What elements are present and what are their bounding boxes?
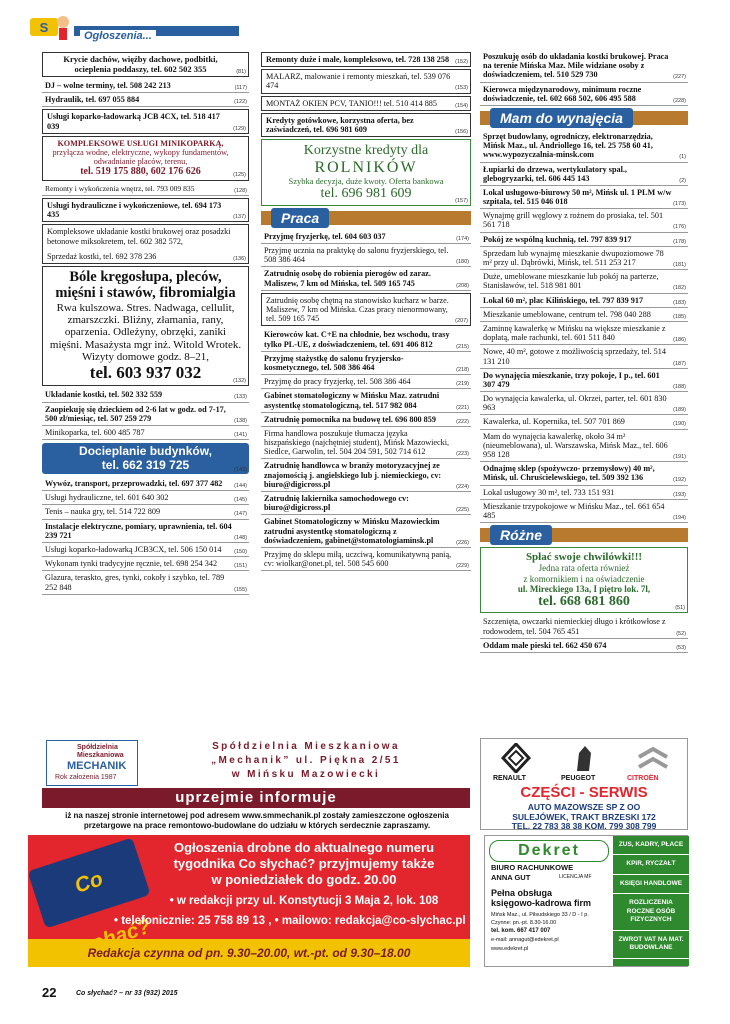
ad-item — [480, 130, 688, 163]
ad-number: (182) — [673, 285, 686, 292]
ad-item — [42, 52, 249, 77]
ad-text: Przyjmę ucznia na praktykę do salonu fryzjerskiego, tel. 508 386 464 — [264, 246, 449, 265]
ad-number: (122) — [234, 99, 247, 106]
ad-text: Sprzedaż kostki, tel. 692 378 236 — [47, 251, 157, 261]
mechanik-ad — [42, 738, 470, 830]
ad-item — [261, 389, 471, 412]
ad-item — [42, 443, 249, 474]
ad-number: (81) — [236, 68, 246, 75]
ad-number: (143) — [234, 466, 247, 473]
mechanik-logo: Spółdzielnia Mieszkaniowa MECHANIK Rok założenia 1987 — [46, 740, 138, 786]
ad-text: Hydraulik, tel. 697 055 884 — [45, 95, 140, 105]
ad-item — [261, 459, 471, 492]
ad-line: ul. Mireckiego 13a, I piętro lok. 7l, — [517, 583, 651, 594]
ad-text: Kawalerka, ul. Kopernika, tel. 507 701 869 — [483, 417, 625, 427]
ad-item — [42, 198, 249, 222]
ad-item — [42, 491, 249, 505]
ad-number: (176) — [673, 224, 686, 231]
ad-number: (51) — [675, 605, 685, 612]
ad-number: (186) — [673, 337, 686, 344]
ad-item — [42, 183, 249, 197]
ad-text: Gabinet stomatologiczny w Mińsku Maz. zatrudni asystentkę stomatologiczną, tel. 517 982 084 — [264, 391, 440, 410]
ad-number: (173) — [673, 201, 686, 208]
ad-text: Przyjmę stażystkę do salonu fryzjersko-kosmetycznego, tel. 508 386 464 — [264, 353, 404, 372]
ad-number: (152) — [455, 59, 468, 66]
ad-number: (155) — [234, 586, 247, 593]
ad-number: (191) — [673, 454, 686, 461]
ad-number: (190) — [673, 421, 686, 428]
ad-number: (148) — [234, 534, 247, 541]
ad-text: Lokal 60 m², plac Kilińskiego, tel. 797 839 917 — [483, 295, 644, 305]
ad-item — [480, 415, 688, 429]
ad-text: Łupiarki do drzewa, wertykulatory spal., glebogryzarki, tel. 606 445 143 — [483, 164, 627, 183]
mechanik-line3: w Mińsku Mazowiecki — [231, 769, 381, 780]
ad-item — [480, 369, 688, 392]
ad-number: (183) — [673, 299, 686, 306]
ad-text: Układanie kostki, tel. 502 332 559 — [45, 390, 163, 400]
section-label: Praca — [271, 208, 329, 228]
cars-title: CZĘŚCI - SERWIS — [520, 784, 648, 801]
ad-item — [42, 109, 249, 133]
ad-line: tel. 519 175 880, 602 176 626 — [80, 166, 201, 178]
ad-line: Docieplanie budynków, — [79, 444, 212, 459]
ad-text: Zaopiekuję się dzieckiem od 2-6 lat w godz. od 7-17, 500 zł/miesiąc, tel. 507 259 279 — [45, 404, 226, 423]
ad-text: Kierowców kat. C+E na chłodnie, bez wschodu, trasy tylko PL-UE, z doświadczeniem, tel. 691 406 812 — [264, 330, 450, 349]
section-header-praca — [261, 208, 471, 228]
ad-line: tel. 662 319 725 — [101, 457, 190, 472]
ad-number: (224) — [456, 483, 469, 490]
ad-item — [261, 293, 471, 327]
ad-number: (150) — [234, 549, 247, 556]
ad-text: Do wynajęcia kawalerka, ul. Okrzei, parter, tel. 601 830 963 — [483, 394, 667, 413]
dekret-logo: Dekret — [489, 840, 609, 862]
ad-number: (181) — [673, 262, 686, 269]
ad-item — [261, 113, 471, 137]
ad-text: Oddam małe pieski tel. 662 450 674 — [483, 640, 607, 650]
ad-text: Zatrudnię pomocnika na budowę tel. 696 800 859 — [264, 414, 436, 424]
ad-text: Usługi hydrauliczne, tel. 601 640 302 — [45, 493, 169, 503]
ad-item — [480, 83, 688, 106]
ad-item — [480, 486, 688, 500]
citroen-icon — [633, 743, 673, 773]
ad-item — [261, 230, 471, 244]
ad-item — [480, 233, 688, 247]
ad-number: (192) — [673, 477, 686, 484]
mechanik-body: iż na naszej stronie internetowej pod adresem www.smmechanik.pl zostały zamieszczone ogłoszenia przetargowe na prace remontowo-budowlane do udziału w których serdecznie zapraszamy. — [65, 811, 449, 830]
ad-text: Sprzęt budowlany, ogrodniczy, elektronarzędzia, Mińsk Maz., ul. Andriollego 16, tel. 25 758 60 41, www.wypozyczalnia-minsk.com — [483, 131, 653, 160]
ad-item — [261, 548, 471, 571]
ad-text: Mieszkanie trzypokojowe w Mińsku Maz., tel. 661 654 485 — [483, 501, 665, 520]
ad-number: (223) — [456, 451, 469, 458]
ad-item — [261, 413, 471, 427]
ad-number: (138) — [234, 417, 247, 424]
ad-text: Pokój ze wspólną kuchnią, tel. 797 839 917 — [483, 234, 632, 244]
ad-number: (187) — [673, 360, 686, 367]
ad-body: Rwa kulszowa. Stres. Nadwaga, cellulit, zmarszczki. Bliźny, złamania, rany, oparzenia. Odleżyny, obrzęki, zaniki mięśni. Masażysta mgr inż. Witold Wrotek. Wizyty domowe godz. 8–21, — [49, 301, 242, 364]
ad-number: (154) — [455, 102, 468, 109]
ad-item — [42, 403, 249, 426]
ad-text: MONTAŻ OKIEN PCV, TANIO!!! tel. 510 414 885 — [266, 98, 437, 108]
ad-item — [480, 50, 688, 83]
ad-item — [480, 345, 688, 368]
ad-line: przyłącza wodne, elektryczne, wykopy fundamentów, odwadnianie placów, terenu, — [52, 147, 229, 167]
dekret-tag: ZWROT VAT NA MAT. BUDOWLANE — [613, 931, 689, 959]
mechanik-line1: Spółdzielnia Mieszkaniowa — [212, 741, 400, 752]
ad-item — [480, 209, 688, 232]
ad-line: Korzystne kredyty dla — [303, 143, 429, 159]
section-label: Mam do wynajęcia — [490, 108, 633, 128]
ad-text: Zaminnę kawalerkę w Mińsku na większe mieszkanie z dopłatą, małe rachunki, tel. 601 511 840 — [483, 323, 666, 343]
ad-item — [261, 52, 471, 67]
ad-item — [42, 557, 249, 571]
ad-text: Wynajmę grill węglowy z rożnem do prosiaka, tel. 501 561 718 — [483, 211, 664, 230]
ad-number: (157) — [455, 197, 468, 204]
ad-item — [480, 308, 688, 322]
ad-number: (133) — [234, 394, 247, 401]
ad-number: (174) — [456, 235, 469, 242]
ad-number: (52) — [676, 630, 686, 637]
ad-line: Spłać swoje chwilówki!!! — [525, 551, 643, 564]
ad-item — [42, 571, 249, 594]
ad-item — [42, 224, 249, 247]
ad-text: Usługi hydrauliczne i wykończeniowe, tel. 694 173 435 — [47, 201, 222, 220]
ad-text: Usługi koparko-ładowarką JCB3CX, tel. 506 150 014 — [45, 545, 222, 554]
peugeot-icon — [569, 743, 599, 773]
ad-text: Minikoparka, tel. 600 485 787 — [45, 428, 145, 437]
ad-number: (222) — [456, 418, 469, 425]
ad-number: (194) — [673, 514, 686, 521]
ad-number: (228) — [673, 97, 686, 104]
ad-number: (153) — [455, 85, 468, 92]
ad-text: Lokal usługowy 30 m², tel. 733 151 931 — [483, 487, 615, 497]
ad-item — [261, 244, 471, 267]
ad-item — [42, 426, 249, 440]
ad-number: (53) — [676, 644, 686, 651]
ad-item — [480, 430, 688, 463]
ad-number: (156) — [455, 128, 468, 135]
ad-item — [480, 639, 688, 653]
ad-item — [480, 322, 688, 345]
ad-item — [42, 266, 249, 386]
section-label: Różne — [490, 525, 552, 545]
mechanik-line2: „Mechanik” ul. Piękna 2/51 — [211, 755, 401, 766]
ad-item — [261, 69, 471, 93]
ad-phone: tel. 603 937 032 — [89, 363, 202, 383]
ad-item — [480, 547, 688, 613]
ad-text: Mam do wynajęcia kawalerkę, około 34 m² (nieumeblowana), ul. Warszawska, Mińsk Maz., tel. 606 958 128 — [483, 431, 668, 459]
ad-text: Instalacje elektryczne, pomiary, uprawnienia, tel. 604 239 721 — [45, 521, 232, 540]
ad-item — [42, 248, 249, 264]
ad-text: Nowe, 40 m², gotowe z możliwością sprzedaży, tel. 514 131 210 — [483, 347, 666, 366]
ad-text: Poszukuję osób do układania kostki brukowej. Praca na terenie Mińska Maz. Mile widziane osoby z doświadczeniem, tel. 510 529 730 — [483, 52, 669, 80]
ad-item — [480, 270, 688, 293]
column-rent — [480, 50, 688, 653]
ad-text: Zatrudnię osobę do robienia pierogów od zaraz. Maliszew, 7 km od Mińska, tel. 509 165 745 — [264, 269, 431, 288]
column-services — [42, 50, 249, 595]
ad-line: z komornikiem i na oświadczenie — [523, 573, 645, 584]
ad-heading: Bóle kręgosłupa, pleców, mięśni i stawów, fibromialgia — [55, 268, 236, 301]
ad-text: Remonty duże i małe, kompleksowo, tel. 728 138 258 — [266, 55, 450, 64]
ad-item — [42, 520, 249, 543]
ad-text: Zatrudnię lakiernika samochodowego cv: biuro@digicross.pl — [264, 494, 409, 513]
ad-number: (129) — [233, 125, 246, 132]
slychac-logo: Co — [27, 837, 150, 928]
ad-number: (185) — [673, 313, 686, 320]
ad-text: Usługi koparko-ładowarką JCB 4CX, tel. 518 417 039 — [47, 112, 220, 131]
ad-item — [480, 615, 688, 638]
ad-line: Jedna rata oferta również — [538, 563, 630, 574]
ad-number: (141) — [234, 432, 247, 439]
header — [28, 12, 238, 44]
ad-number: (1) — [679, 154, 686, 161]
ad-text: Odnajmę sklep (spożywczo- przemysłowy) 40 m², Mińsk, ul. Chruścielewskiego, tel. 509 392 136 — [483, 464, 655, 483]
ad-number: (208) — [456, 282, 469, 289]
ad-item — [261, 427, 471, 460]
ad-number: (178) — [673, 238, 686, 245]
ad-item — [480, 392, 688, 415]
ad-text: Firma handlowa poszukuje tłumacza języka hiszpańskiego (najchętniej student), Mińsk Mazowiecki, Siedlce, Garwolin, tel. 504 204 591, 502 714 612 — [264, 428, 450, 457]
ad-text: Kompleksowe układanie kostki brukowej oraz posadzki betonowe miksokretem, tel. 602 382 572, — [47, 227, 231, 246]
svg-text:S: S — [39, 20, 49, 35]
ad-text: Do wynajęcia mieszkanie, trzy pokoje, I p., tel. 601 307 479 — [483, 370, 660, 389]
ad-line: KOMPLEKSOWE USŁUGI MINIKOPARKĄ, — [57, 138, 224, 148]
ad-text: Lokal usługowo-biurowy 50 m², Mińsk ul. 1 PLM w/w szpitala, tel. 515 046 018 — [483, 187, 672, 207]
ad-item — [261, 139, 471, 206]
ad-text: DJ – wolne terminy, tel. 508 242 213 — [45, 81, 171, 91]
ad-item — [42, 388, 249, 402]
ad-item — [42, 543, 249, 557]
ad-item — [261, 492, 471, 515]
ad-number: (225) — [456, 507, 469, 514]
ad-number: (117) — [234, 85, 247, 92]
dekret-tag: ZUS, KADRY, PŁACE — [613, 836, 689, 855]
ad-item — [42, 505, 249, 519]
cars-ad: RENAULT PEUGEOT CITROËN CZĘŚCI - SERWIS AUTO MAZOWSZE SP Z OO SULEJÓWEK, TRAKT BRZESKI 172 TEL. 22 783 38 38 KOM. 799 308 799 — [480, 738, 688, 830]
ad-line: Szybka decyzja, duże kwoty. Oferta bankowa — [288, 175, 444, 186]
ad-item — [480, 462, 688, 485]
ad-number: (136) — [233, 255, 246, 262]
column-work — [261, 50, 471, 571]
ad-item — [42, 136, 249, 181]
ad-text: Zatrudnię osobę chętną na stanowisko kucharz w barze. Maliszew, 7 km od Mińska. Czas pracy nienormowany, tel. 509 165 745 — [266, 295, 449, 324]
ad-item — [261, 267, 471, 290]
ad-item — [480, 247, 688, 270]
ad-text: Sprzedam lub wynajmę mieszkanie dwupoziomowe 78 m² przy ul. Dąbrówki, Mińsk, tel. 511 253 217 — [483, 248, 664, 267]
ad-item — [42, 477, 249, 491]
dekret-ad: Dekret BIURO RACHUNKOWE ANNA GUT LICENCJA MF Pełna obsługa księgowo-kadrowa firm Mińsk Maz., ul. Piłsudskiego 33 / D - I p. Czynne: pn.-pt. 8.30-16.00 tel. kom. 667 417 007 e-mail: annagut@edekret.pl www.edekret.pl ZUS, KADRY, PŁACE KPiR, RYCZAŁT KSIĘGI HANDLOWE ROZLICZENIA ROCZNE OSÓB FIZYCZNYCH ZWROT VAT NA MAT. BUDOWLANE — [484, 835, 688, 967]
ad-number: (215) — [456, 343, 469, 350]
ad-number: (188) — [673, 383, 686, 390]
ad-item — [480, 186, 688, 209]
ad-number: (132) — [233, 378, 246, 385]
section-header-rozne — [480, 525, 688, 545]
ad-line: tel. 668 681 860 — [538, 593, 630, 609]
ad-number: (180) — [456, 259, 469, 266]
section-title: Ogłoszenia... — [80, 30, 156, 42]
ad-item — [480, 163, 688, 186]
ad-item — [261, 352, 471, 375]
ad-number: (221) — [456, 404, 469, 411]
ad-line: ROLNIKÓW — [314, 158, 418, 176]
ad-number: (207) — [455, 318, 468, 325]
ad-text: Krycie dachów, więźby dachowe, podbitki, ocieplenia poddaszy, tel. 602 502 355 — [63, 54, 218, 74]
ad-item — [261, 328, 471, 351]
ad-text: Zatrudnię handlowca w branży motoryzacyjnej ze znajomością j. angielskiego lub j. niemieckiego, cv: biuro@digicross.pl — [264, 461, 442, 489]
ad-item — [261, 515, 471, 548]
ad-item — [42, 93, 249, 107]
ad-text: Remonty i wykończenia wnętrz, tel. 793 009 835 — [45, 183, 195, 193]
ad-text: Wykonam tynki tradycyjne ręcznie, tel. 698 254 342 — [45, 559, 218, 569]
slychac-ad: Co Ogłoszenia drobne do aktualnego numeru tygodnika Co słychać? przyjmujemy także w poniedziałek do godz. 20.00 • w redakcji przy ul. Konstytucji 3 Maja 2, lok. 108 • telefonicznie: 25 758 89 13 , • mailowo: redakcja@co-slychac.pl Redakcja czynna od pn. 9.30–20.00, wt.-pt. od 9.30–18.00 — [28, 835, 470, 967]
ad-number: (219) — [456, 381, 469, 388]
dekret-tag: KPiR, RYCZAŁT — [613, 855, 689, 874]
ad-text: Glazura, teraskto, gres, tynki, cokoły i szybko, tel. 789 252 848 — [45, 573, 225, 592]
ad-text: Kredyty gotówkowe, korzystna oferta, bez zaświadczeń, tel. 696 981 609 — [266, 115, 414, 134]
section-header-wynajem — [480, 108, 688, 128]
ad-number: (189) — [673, 407, 686, 414]
ad-number: (128) — [234, 187, 247, 194]
ad-number: (151) — [234, 563, 247, 570]
ad-text: MALARZ, malowanie i remonty mieszkań, tel. 539 076 474 — [266, 72, 451, 91]
ad-text: Duże, umeblowane mieszkanie lub pokój na parterze, Stanisławów, tel. 518 981 801 — [483, 272, 659, 291]
mascot-icon — [28, 12, 72, 42]
ad-line: tel. 696 981 609 — [320, 186, 412, 202]
ad-number: (137) — [233, 214, 246, 221]
ad-text: Wywóz, transport, przeprowadzki, tel. 697 377 482 — [45, 479, 223, 489]
ad-item — [480, 294, 688, 308]
ad-number: (145) — [234, 497, 247, 504]
ad-text: Przyjmę do pracy fryzjerkę, tel. 508 386 464 — [264, 377, 411, 387]
ad-text: Przyjmę fryzjerkę, tel. 604 603 037 — [264, 231, 386, 241]
ad-item — [480, 500, 688, 523]
dekret-tag: KSIĘGI HANDLOWE — [613, 875, 689, 894]
ad-number: (226) — [456, 539, 469, 546]
ad-text: Przyjmę do sklepu miłą, uczciwą, komunikatywną panią, cv: wiolkar@onet.pl, tel. 508 545 600 — [264, 549, 452, 569]
ad-number: (193) — [673, 491, 686, 498]
ad-item — [42, 79, 249, 93]
renault-icon — [501, 743, 531, 773]
dekret-tags — [613, 836, 689, 966]
mechanik-banner: uprzejmie informuje — [42, 788, 470, 808]
ad-number: (125) — [233, 172, 246, 179]
ad-number: (218) — [456, 366, 469, 373]
ad-number: (144) — [234, 483, 247, 490]
ad-item — [261, 375, 471, 389]
page-number: 22 — [42, 985, 57, 1000]
ad-item — [261, 96, 471, 111]
ad-text: Szczenięta, owczarki niemieckiej długo i krótkowłose z rodowodem, tel. 504 765 451 — [483, 617, 666, 636]
ad-text: Kierowca międzynarodowy, minimum roczne doświadczenie, tel. 602 668 502, 606 495 588 — [483, 84, 642, 103]
ad-number: (229) — [456, 563, 469, 570]
ad-number: (227) — [673, 74, 686, 81]
dekret-tag: ROZLICZENIA ROCZNE OSÓB FIZYCZNYCH — [613, 894, 689, 930]
ad-text: Gabinet Stomatologiczny w Mińsku Mazowieckim zatrudni asystentkę stomatologiczną z doświadczeniem, gabinet@stomatologiaminsk.pl — [264, 517, 440, 545]
ad-text: Tenis – nauka gry, tel. 514 722 809 — [45, 507, 161, 517]
ad-text: Mieszkanie umeblowane, centrum tel. 798 040 288 — [483, 309, 651, 319]
ad-number: (2) — [679, 177, 686, 184]
ad-number: (147) — [234, 511, 247, 518]
publication-info: Co słychać? – nr 33 (932) 2015 — [76, 990, 178, 997]
